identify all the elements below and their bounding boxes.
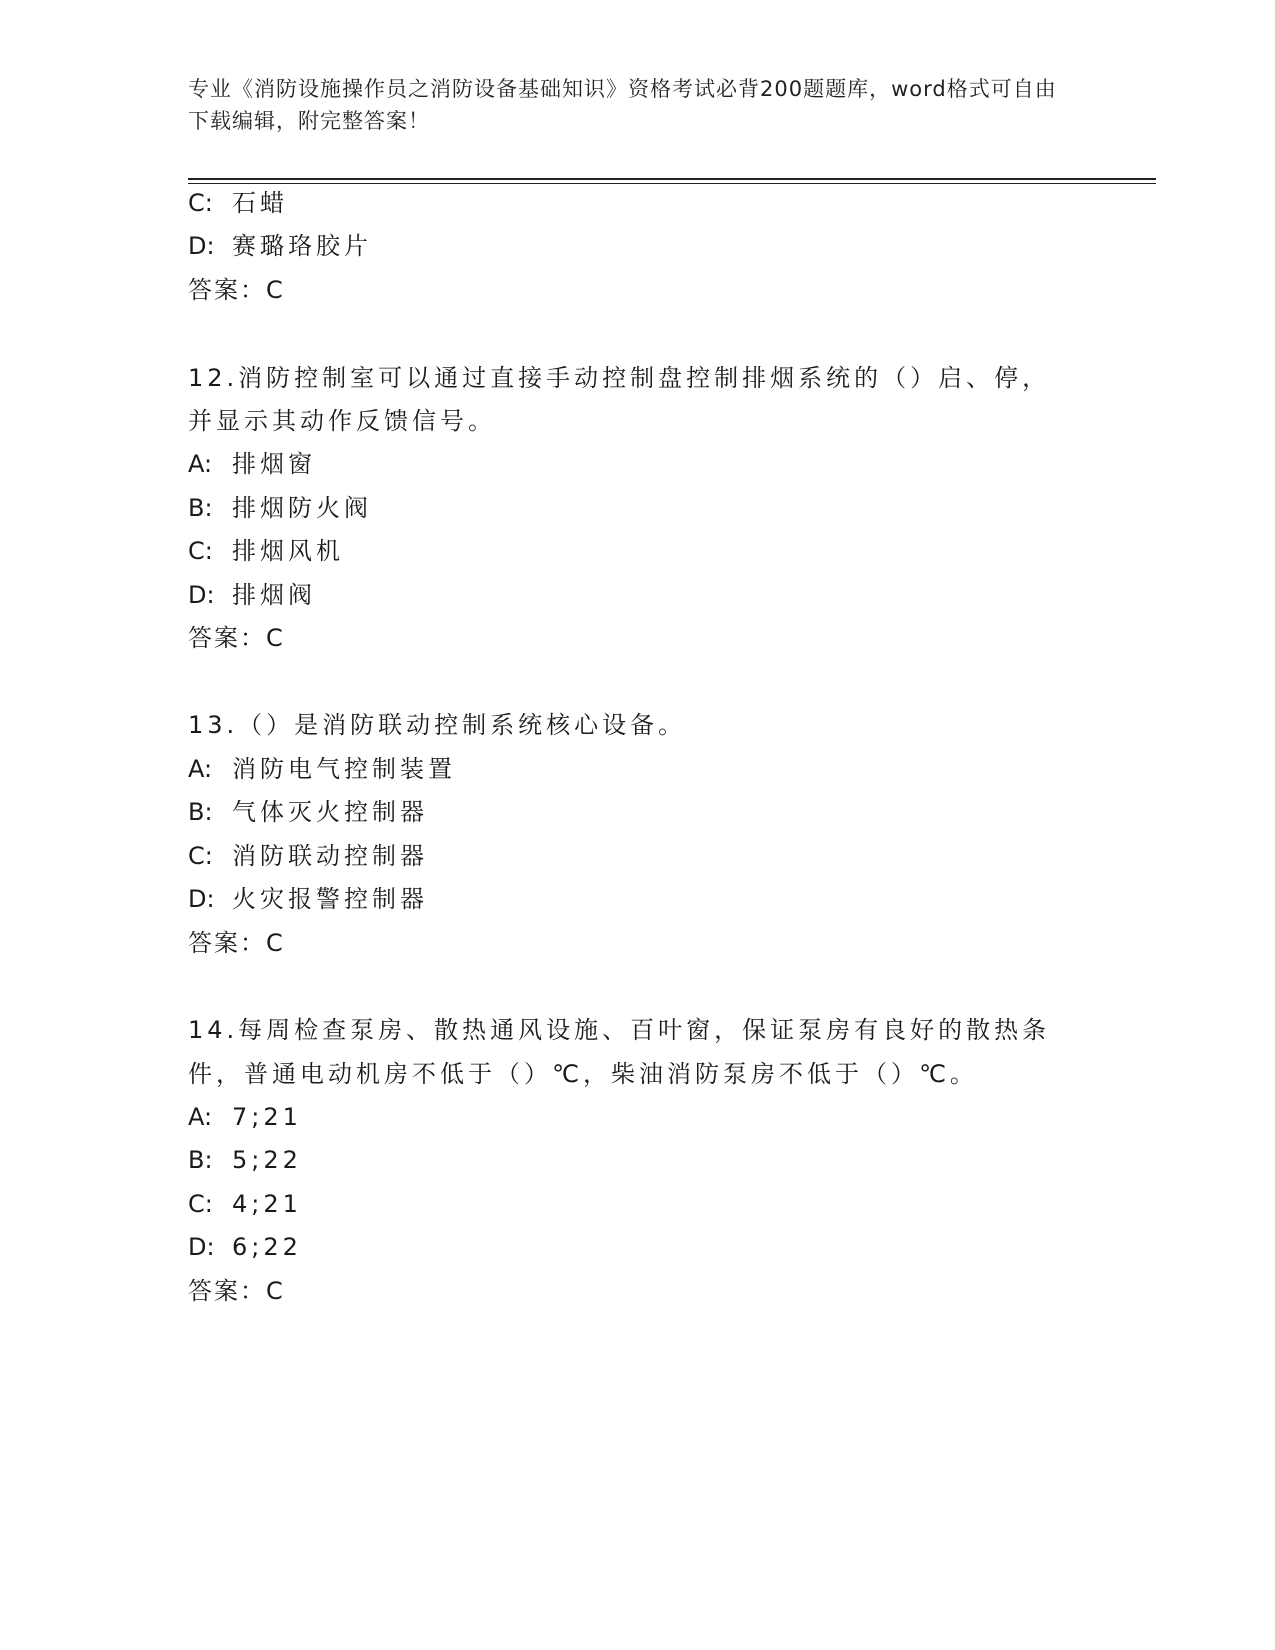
option-c [188, 534, 344, 568]
option-text: 消防联动控制器 [232, 842, 428, 870]
option-text: 7;21 [232, 1103, 302, 1131]
option-text: 6;22 [232, 1233, 302, 1261]
option-key: B: [188, 1146, 213, 1174]
option-text: 消防电气控制装置 [232, 755, 456, 783]
option-d [188, 1230, 302, 1264]
question-12-text-cont: 并显示其动作反馈信号。 [188, 407, 496, 435]
option-d [188, 578, 316, 612]
option-key: C: [188, 537, 213, 565]
option-d [188, 882, 428, 916]
option-c [188, 1187, 302, 1221]
option-key: A: [188, 450, 213, 478]
option-text: 排烟窗 [232, 450, 316, 478]
question-14-text: 14.每周检查泵房、散热通风设施、百叶窗，保证泵房有良好的散热条 [188, 1016, 1051, 1044]
option-key: C: [188, 842, 213, 870]
option-key: A: [188, 755, 213, 783]
answer-line: 答案：C [188, 276, 285, 304]
option-c [188, 839, 428, 873]
option-key: B: [188, 798, 213, 826]
option-c [188, 186, 288, 220]
option-a [188, 1100, 302, 1134]
option-key: D: [188, 232, 215, 260]
question-14-text-cont: 件，普通电动机房不低于（）℃，柴油消防泵房不低于（）℃。 [188, 1060, 978, 1088]
option-b [188, 795, 428, 829]
option-key: C: [188, 189, 213, 217]
option-text: 5;22 [232, 1146, 302, 1174]
option-key: C: [188, 1190, 213, 1218]
document-header: 专业《消防设施操作员之消防设备基础知识》资格考试必背200题题库，word格式可自由下载编辑，附完整答案！ [188, 77, 1057, 133]
header-rule-thick [188, 178, 1156, 180]
option-key: B: [188, 494, 213, 522]
option-text: 排烟防火阀 [232, 494, 372, 522]
answer-line: 答案：C [188, 929, 285, 957]
option-text: 4;21 [232, 1190, 302, 1218]
option-b [188, 1143, 302, 1177]
question-12-text: 12.消防控制室可以通过直接手动控制盘控制排烟系统的（）启、停， [188, 364, 1051, 392]
option-text: 气体灭火控制器 [232, 798, 428, 826]
option-key: D: [188, 885, 215, 913]
option-key: A: [188, 1103, 213, 1131]
option-text: 排烟风机 [232, 537, 344, 565]
answer-line: 答案：C [188, 624, 285, 652]
option-b [188, 491, 372, 525]
question-13-text: 13.（）是消防联动控制系统核心设备。 [188, 711, 687, 739]
option-a [188, 752, 456, 786]
answer-line: 答案：C [188, 1277, 285, 1305]
option-text: 排烟阀 [232, 581, 316, 609]
option-text: 石蜡 [232, 189, 288, 217]
option-key: D: [188, 581, 215, 609]
option-d [188, 229, 372, 263]
option-text: 赛璐珞胶片 [232, 232, 372, 260]
option-text: 火灾报警控制器 [232, 885, 428, 913]
option-a [188, 447, 316, 481]
header-rule-thin [188, 183, 1156, 184]
option-key: D: [188, 1233, 215, 1261]
